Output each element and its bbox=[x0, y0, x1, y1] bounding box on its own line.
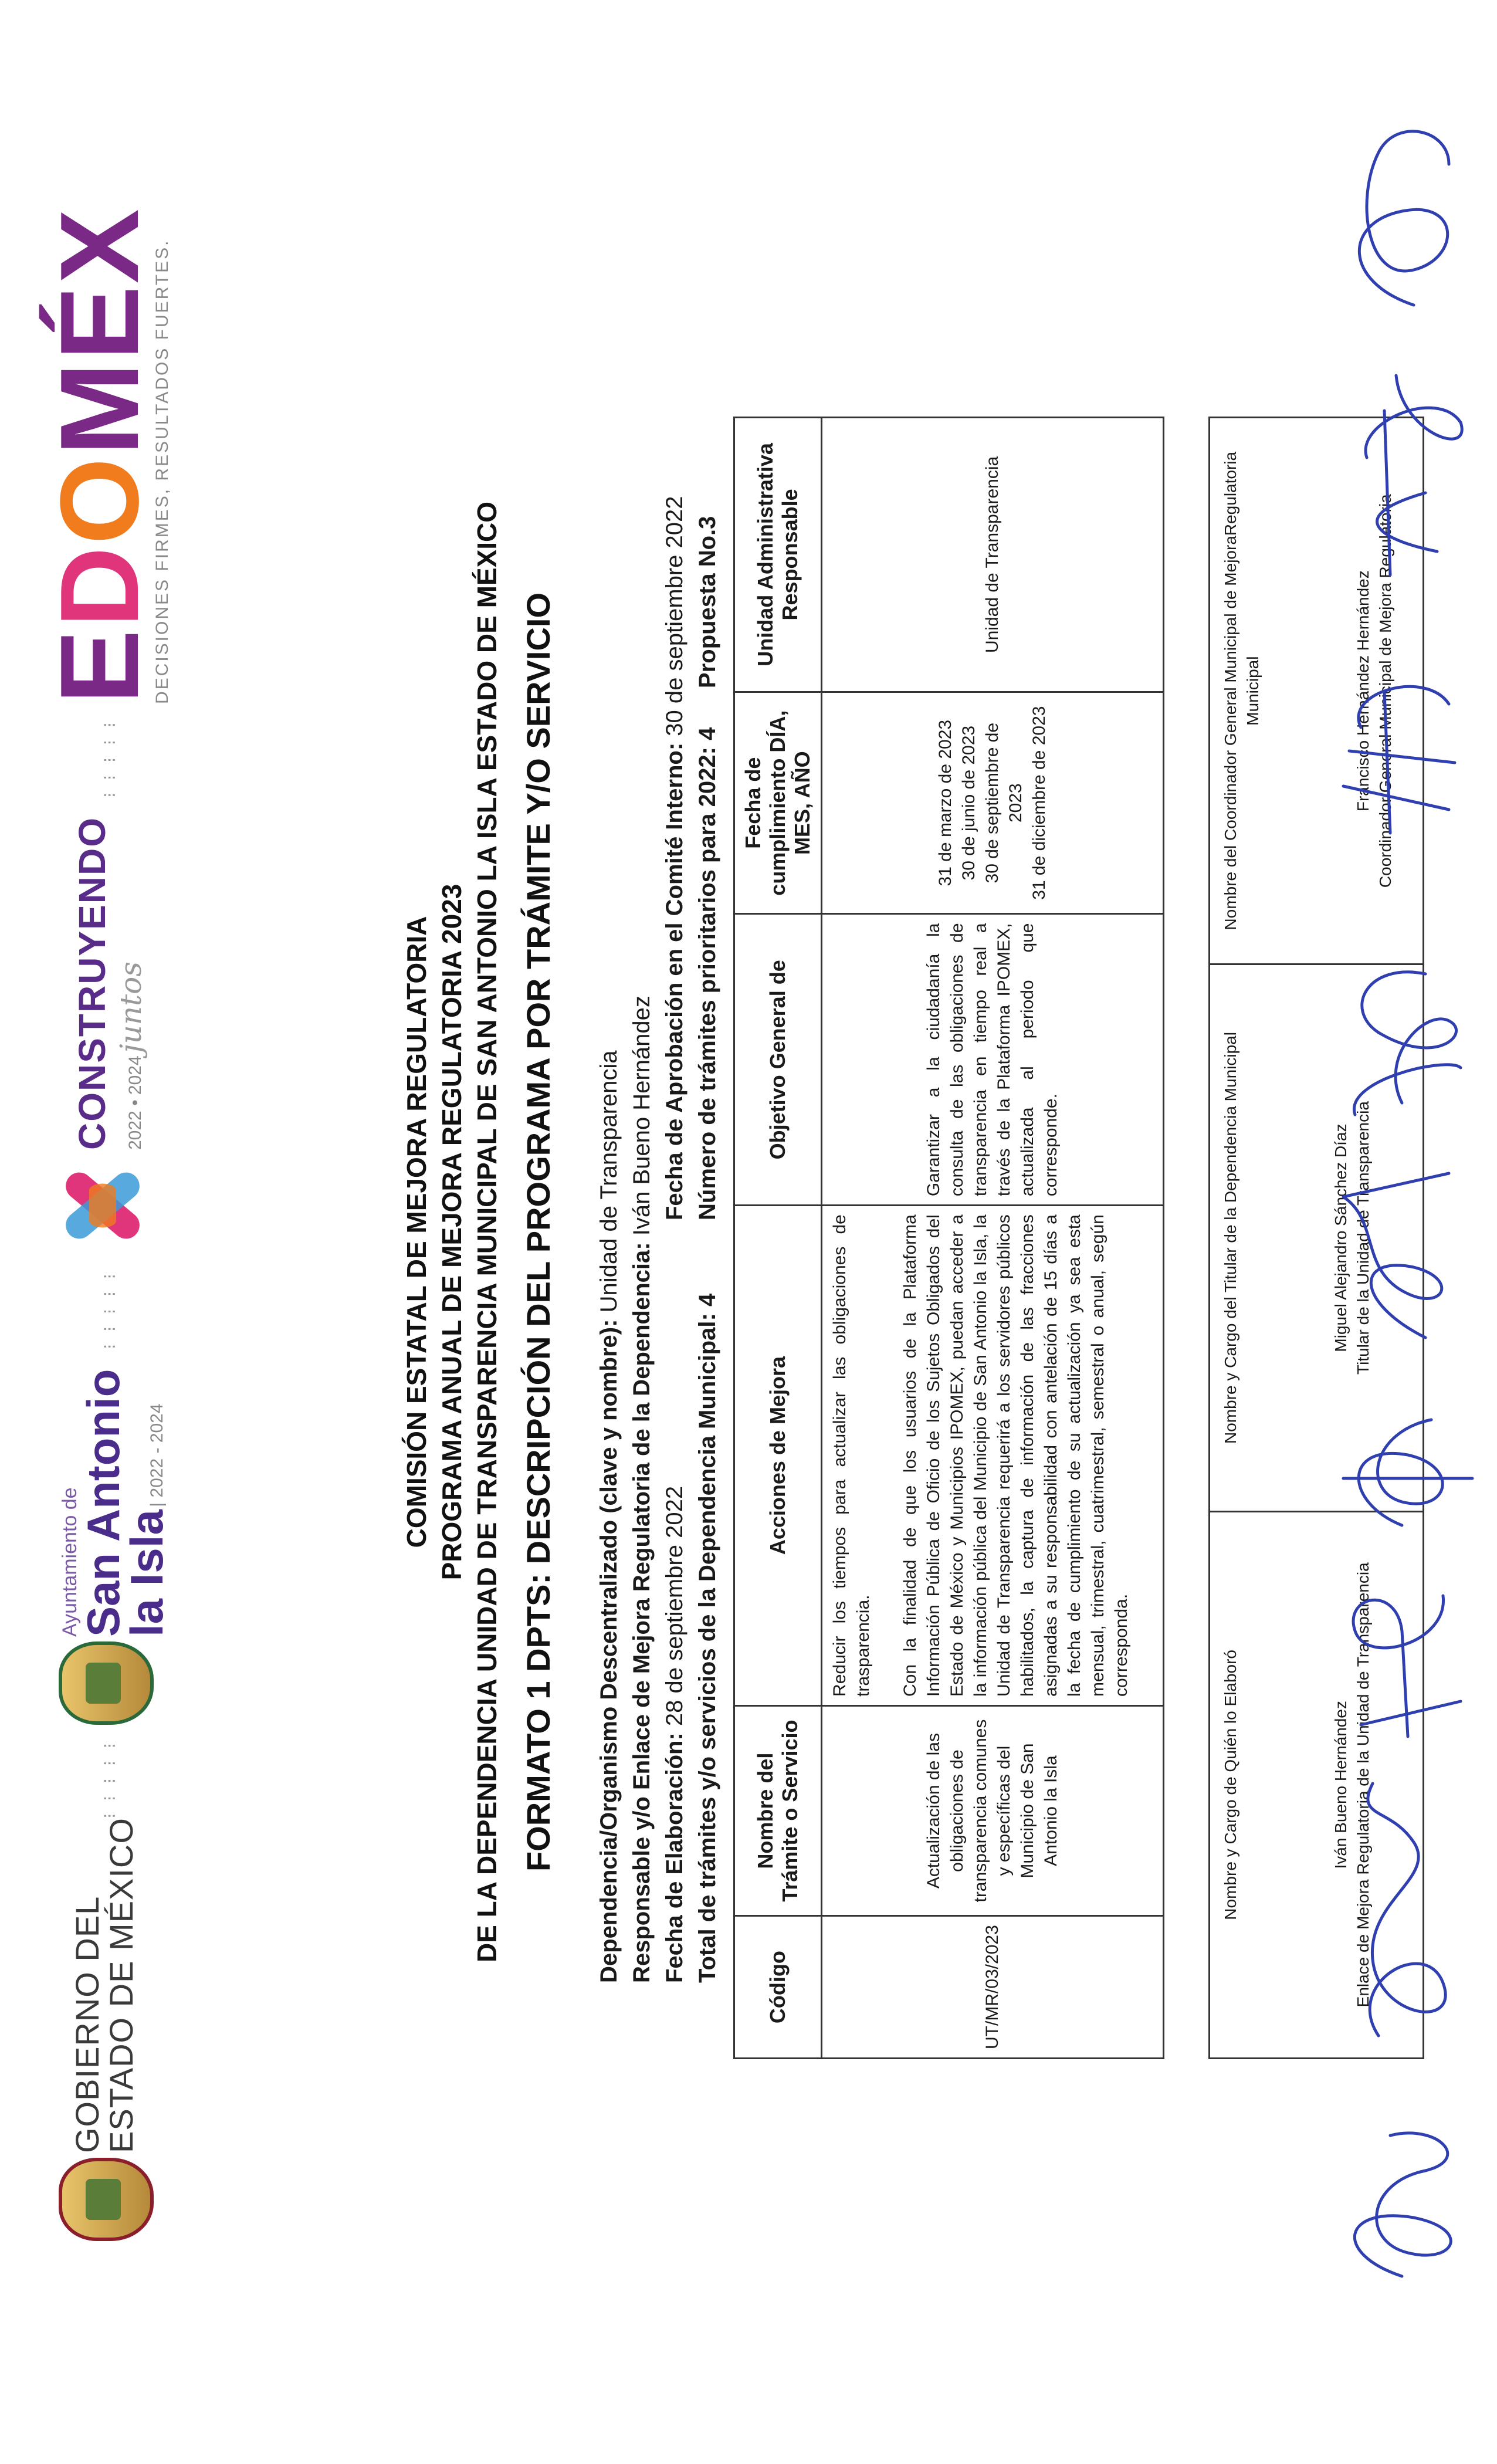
table-header-row bbox=[734, 418, 822, 2059]
fecha-item: 31 de marzo de 2023 bbox=[936, 719, 955, 886]
signature-name: Francisco Hernández Hernández bbox=[1354, 570, 1372, 812]
meta-dependencia bbox=[592, 399, 625, 1983]
construyendo-logo bbox=[70, 817, 148, 1150]
meta-dependencia-label: Dependencia/Organismo Descentralizado (clave y nombre): bbox=[596, 1319, 622, 1983]
meta-totales bbox=[691, 399, 724, 1983]
cell-objetivo: Garantizar a la ciudadanía la consulta de las obligaciones de transparencia en tiempo real a través de la Plataforma IPOMEX, actualizada al periodo que corresponde. bbox=[822, 914, 1164, 1206]
ayuntamiento-logo bbox=[59, 1369, 172, 1637]
cell-codigo: UT/MR/03/2023 bbox=[822, 1916, 1164, 2059]
edomex-letter: E bbox=[38, 627, 162, 704]
meta-elaboracion-label: Fecha de Elaboración: bbox=[662, 1732, 687, 1983]
title-line2: PROGRAMA ANUAL DE MEJORA REGULATORIA 2023 bbox=[436, 884, 467, 1580]
handwritten-signatures bbox=[1308, 59, 1496, 2288]
signature-role: Enlace de Mejora Regulatoria de la Unidad de Transparencia bbox=[1354, 1562, 1372, 2008]
header-nombre: Nombre del Trámite o Servicio bbox=[734, 1705, 822, 1915]
meta-dependencia-value: Unidad de Transparencia bbox=[596, 1050, 622, 1313]
cell-nombre: Actualización de las obligaciones de transparencia comunes y específicas del Municipio de San Antonio la Isla bbox=[822, 1705, 1164, 1915]
signature-scribble-9 bbox=[1359, 131, 1449, 305]
edomex-letter: M bbox=[38, 360, 162, 456]
edomex-letter: X bbox=[38, 207, 162, 284]
ayuntamiento-line2: la Isla bbox=[121, 1509, 172, 1637]
meta-responsable bbox=[625, 399, 658, 1983]
construyendo-word: CONSTRUYENDO bbox=[71, 816, 113, 1150]
header-fecha: Fecha de cumplimiento DÍA, MES, AÑO bbox=[734, 692, 822, 914]
signature-scribble-6 bbox=[1354, 972, 1461, 1115]
construyendo-years: 2022 • 2024 bbox=[126, 1055, 145, 1150]
ayuntamiento-small: Ayuntamiento de bbox=[59, 1487, 81, 1637]
cell-fechas bbox=[822, 692, 1164, 914]
logo-strip bbox=[35, 129, 170, 2241]
gobierno-line2: ESTADO DE MÉXICO bbox=[103, 1817, 140, 2153]
meta-prioritarios-value: 4 bbox=[695, 727, 720, 740]
header-acciones: Acciones de Mejora bbox=[734, 1206, 822, 1706]
fecha-item: 31 de diciembre de 2023 bbox=[1029, 706, 1049, 900]
document-titles bbox=[399, 0, 556, 2464]
fecha-item: 30 de junio de 2023 bbox=[959, 725, 978, 881]
meta-elaboracion-value: 28 de septiembre 2022 bbox=[662, 1485, 687, 1727]
edomex-letter: É bbox=[38, 283, 162, 360]
signature-role: Coordinador General Municipal de Mejora Regulatoria bbox=[1376, 494, 1394, 888]
edomex-letter: D bbox=[38, 544, 162, 628]
signature-scribble-2 bbox=[1368, 1783, 1445, 2036]
meta-aprobacion-value: 30 de septiembre 2022 bbox=[662, 496, 687, 736]
signature-scribble-7 bbox=[1343, 686, 1455, 833]
edomex-tagline: DECISIONES FIRMES, RESULTADOS FUERTES. bbox=[153, 239, 172, 704]
header-objetivo: Objetivo General de bbox=[734, 914, 822, 1206]
signature-scribble-3 bbox=[1353, 1596, 1461, 1737]
signature-scribble-1 bbox=[1354, 2133, 1451, 2276]
meta-responsable-label: Responsable y/o Enlace de Mejora Regulatoria de la Dependencia: bbox=[629, 1242, 655, 1983]
meta-aprobacion bbox=[658, 496, 691, 1221]
document-meta bbox=[592, 399, 724, 1983]
divider-dots: ⁝ ⁝ ⁝ ⁝ ⁝ bbox=[100, 1739, 120, 1819]
title-line3: DE LA DEPENDENCIA UNIDAD DE TRANSPARENCIA MUNICIPAL DE SAN ANTONIO LA ISLA ESTADO DE MÉXICO bbox=[472, 501, 502, 1963]
edomex-logo bbox=[38, 207, 172, 705]
meta-responsable-value: Iván Bueno Hernández bbox=[629, 996, 655, 1236]
signature-head: Nombre y Cargo del Titular de la Dependencia Municipal bbox=[1221, 1032, 1239, 1444]
ayuntamiento-years: | 2022 - 2024 bbox=[147, 1403, 167, 1507]
title-line1: COMISIÓN ESTATAL DE MEJORA REGULATORIA bbox=[401, 916, 432, 1548]
signature-scribble-8 bbox=[1366, 375, 1462, 575]
signature-name: Iván Bueno Hernández bbox=[1332, 1701, 1350, 1869]
divider-dots: ⁝ ⁝ ⁝ ⁝ ⁝ bbox=[100, 718, 120, 798]
edomex-word bbox=[38, 207, 162, 705]
tramite-table bbox=[733, 417, 1164, 2059]
municipal-crest-icon bbox=[59, 1641, 154, 1725]
signature-name: Miguel Alejandro Sánchez Díaz bbox=[1332, 1123, 1350, 1352]
construyendo-juntos: juntos bbox=[114, 962, 148, 1053]
meta-fechas bbox=[658, 399, 691, 1983]
gobierno-logo-text bbox=[70, 1817, 138, 2153]
cell-unidad: Unidad de Transparencia bbox=[822, 418, 1164, 692]
fecha-item: 30 de septiembre de 2023 bbox=[983, 722, 1025, 884]
construyendo-x-icon bbox=[59, 1162, 147, 1250]
acciones-paragraph-1: Reducir los tiempos para actualizar las obligaciones de trasparencia. bbox=[830, 1214, 873, 1697]
acciones-paragraph-2: Con la finalidad de que los usuarios de la Plataforma Información Pública de Oficio de los Sujetos Obligados del Estado de México y Municipios IPOMEX, puedan acceder a la información pública del Municipio de San Antonio la Isla, la Unidad de Transparencia requerirá a los servidores públicos habilitados, la captura de información de las fracciones asignadas a su responsabilidad con antelación de 15 días a la fecha de cumplimiento de su actualización ya sea esta mensual, trimestral, cuatrimestral, semestral o anual, según corresponda. bbox=[900, 1214, 1131, 1697]
meta-prioritarios-label: Número de trámites prioritarios para 2022: bbox=[695, 747, 720, 1220]
meta-prioritarios bbox=[691, 516, 724, 1220]
header-codigo: Código bbox=[734, 1916, 822, 2059]
meta-total-label: Total de trámites y/o servicios de la Dependencia Municipal: bbox=[695, 1313, 720, 1983]
header-unidad: Unidad Administrativa Responsable bbox=[734, 418, 822, 692]
meta-propuesta: Propuesta No.3 bbox=[695, 516, 720, 688]
table-row bbox=[822, 418, 1164, 2059]
divider-dots: ⁝ ⁝ ⁝ ⁝ ⁝ bbox=[100, 1270, 120, 1349]
estado-mexico-crest-icon bbox=[59, 2158, 154, 2241]
signature-role: Titular de la Unidad de Transparencia bbox=[1354, 1101, 1372, 1375]
signature-head: Nombre y Cargo de Quién lo Elaboró bbox=[1221, 1650, 1239, 1920]
ayuntamiento-line1: San Antonio bbox=[77, 1369, 129, 1637]
signature-scribble-5 bbox=[1343, 1173, 1449, 1338]
edomex-letter: O bbox=[38, 455, 162, 545]
signature-head: Nombre del Coordinador General Municipal de MejoraRegulatoria Municipal bbox=[1221, 451, 1262, 930]
title-formato: FORMATO 1 DPTS: DESCRIPCIÓN DEL PROGRAMA POR TRÁMITE Y/O SERVICIO bbox=[520, 592, 557, 1872]
signature-scribble-4 bbox=[1343, 1420, 1472, 1525]
cell-acciones bbox=[822, 1206, 1164, 1706]
meta-total-value: 4 bbox=[695, 1293, 720, 1307]
gobierno-line1: GOBIERNO DEL bbox=[69, 1896, 106, 2153]
meta-aprobacion-label: Fecha de Aprobación en el Comité Interno: bbox=[662, 742, 687, 1220]
